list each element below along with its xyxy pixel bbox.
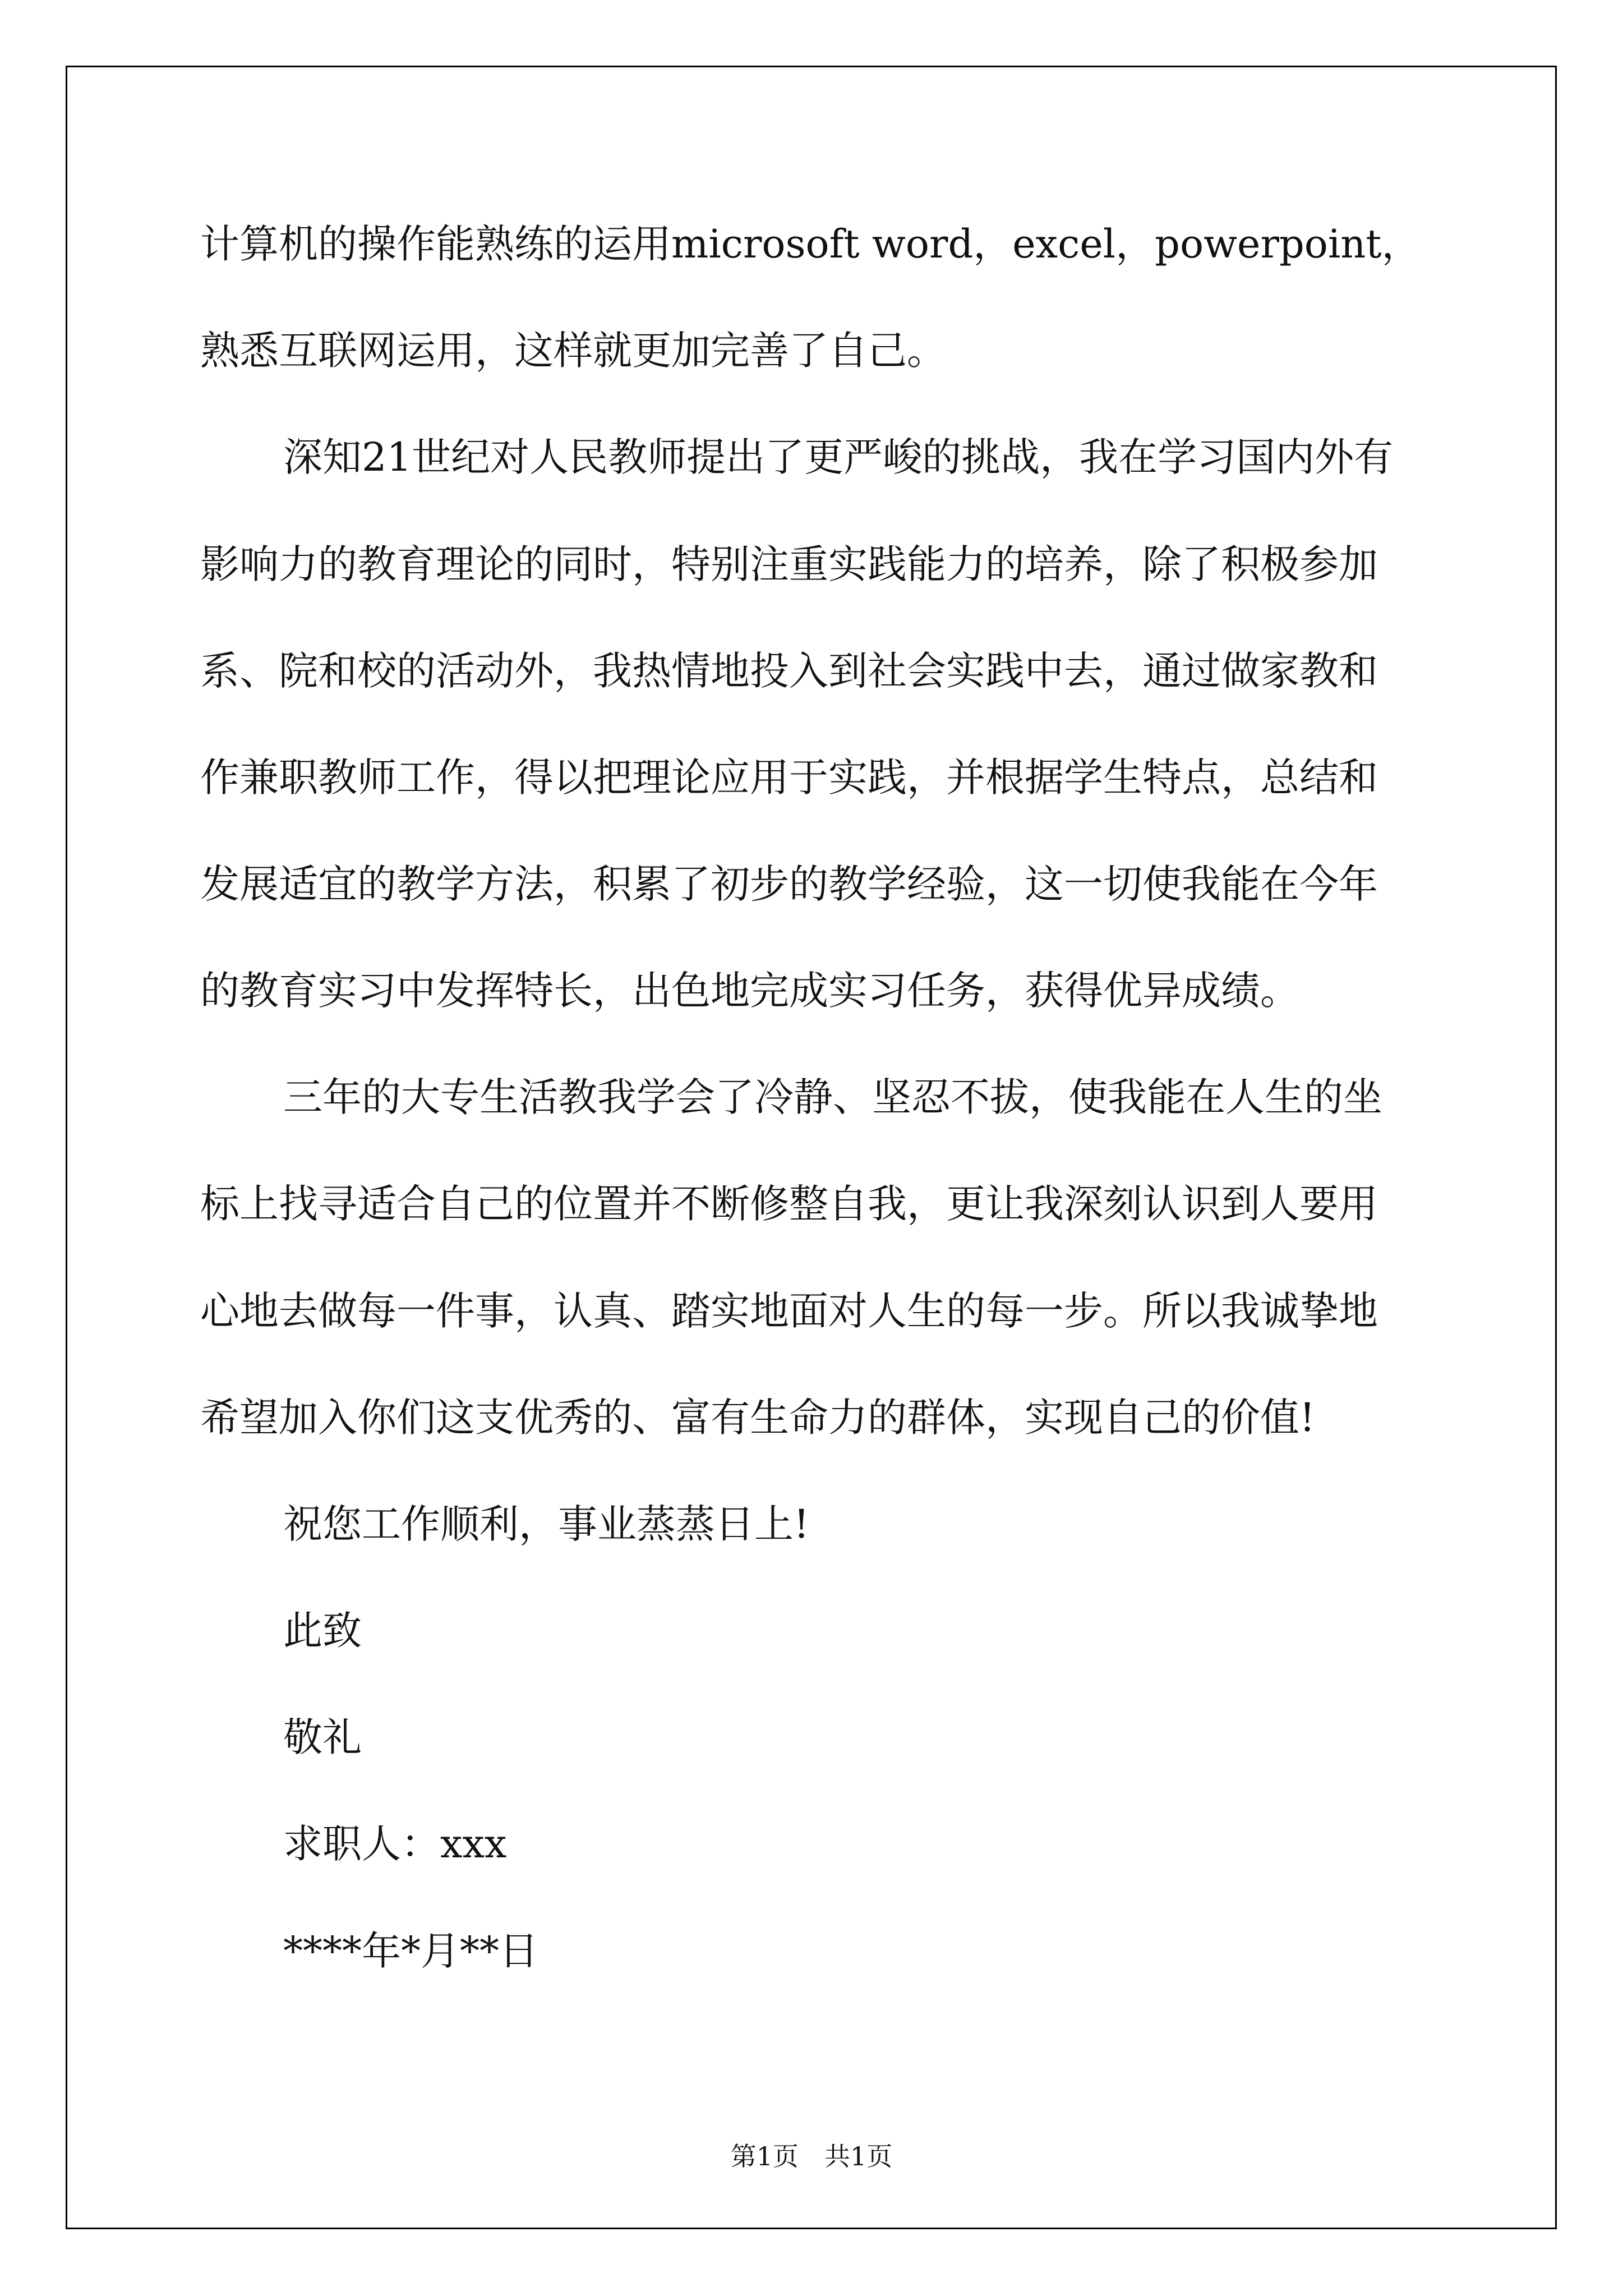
salutation-cizhi: 此致 <box>283 1608 362 1654</box>
paragraph-start-line: 深知21世纪对人民教师提出了更严峻的挑战，我在学习国内外有 <box>283 434 1394 480</box>
salutation-jingli: 敬礼 <box>283 1714 362 1760</box>
text-line: 计算机的操作能熟练的运用microsoft word，excel，powerpoint， <box>200 221 1421 267</box>
text-line: 的教育实习中发挥特长，出色地完成实习任务，获得优异成绩。 <box>200 968 1299 1014</box>
closing-wish: 祝您工作顺利，事业蒸蒸日上! <box>283 1501 810 1547</box>
applicant-signature: 求职人：xxx <box>283 1821 507 1867</box>
text-line: 熟悉互联网运用，这样就更加完善了自己。 <box>200 328 946 374</box>
letter-date: ****年*月**日 <box>283 1928 538 1974</box>
paragraph-start-line: 三年的大专生活教我学会了冷静、坚忍不拔，使我能在人生的坐 <box>283 1074 1382 1120</box>
text-line: 影响力的教育理论的同时，特别注重实践能力的培养，除了积极参加 <box>200 541 1378 587</box>
text-line: 心地去做每一件事，认真、踏实地面对人生的每一步。所以我诚挚地 <box>200 1288 1378 1334</box>
text-line: 作兼职教师工作，得以把理论应用于实践，并根据学生特点，总结和 <box>200 754 1378 800</box>
text-line: 发展适宜的教学方法，积累了初步的教学经验，这一切使我能在今年 <box>200 861 1378 907</box>
text-line: 希望加入你们这支优秀的、富有生命力的群体，实现自己的价值! <box>200 1395 1316 1441</box>
page-footer: 第1页 共1页 <box>730 2141 893 2171</box>
text-line: 系、院和校的活动外，我热情地投入到社会实践中去，通过做家教和 <box>200 648 1378 694</box>
page-border <box>66 66 1557 2229</box>
text-line: 标上找寻适合自己的位置并不断修整自我，更让我深刻认识到人要用 <box>200 1181 1378 1227</box>
